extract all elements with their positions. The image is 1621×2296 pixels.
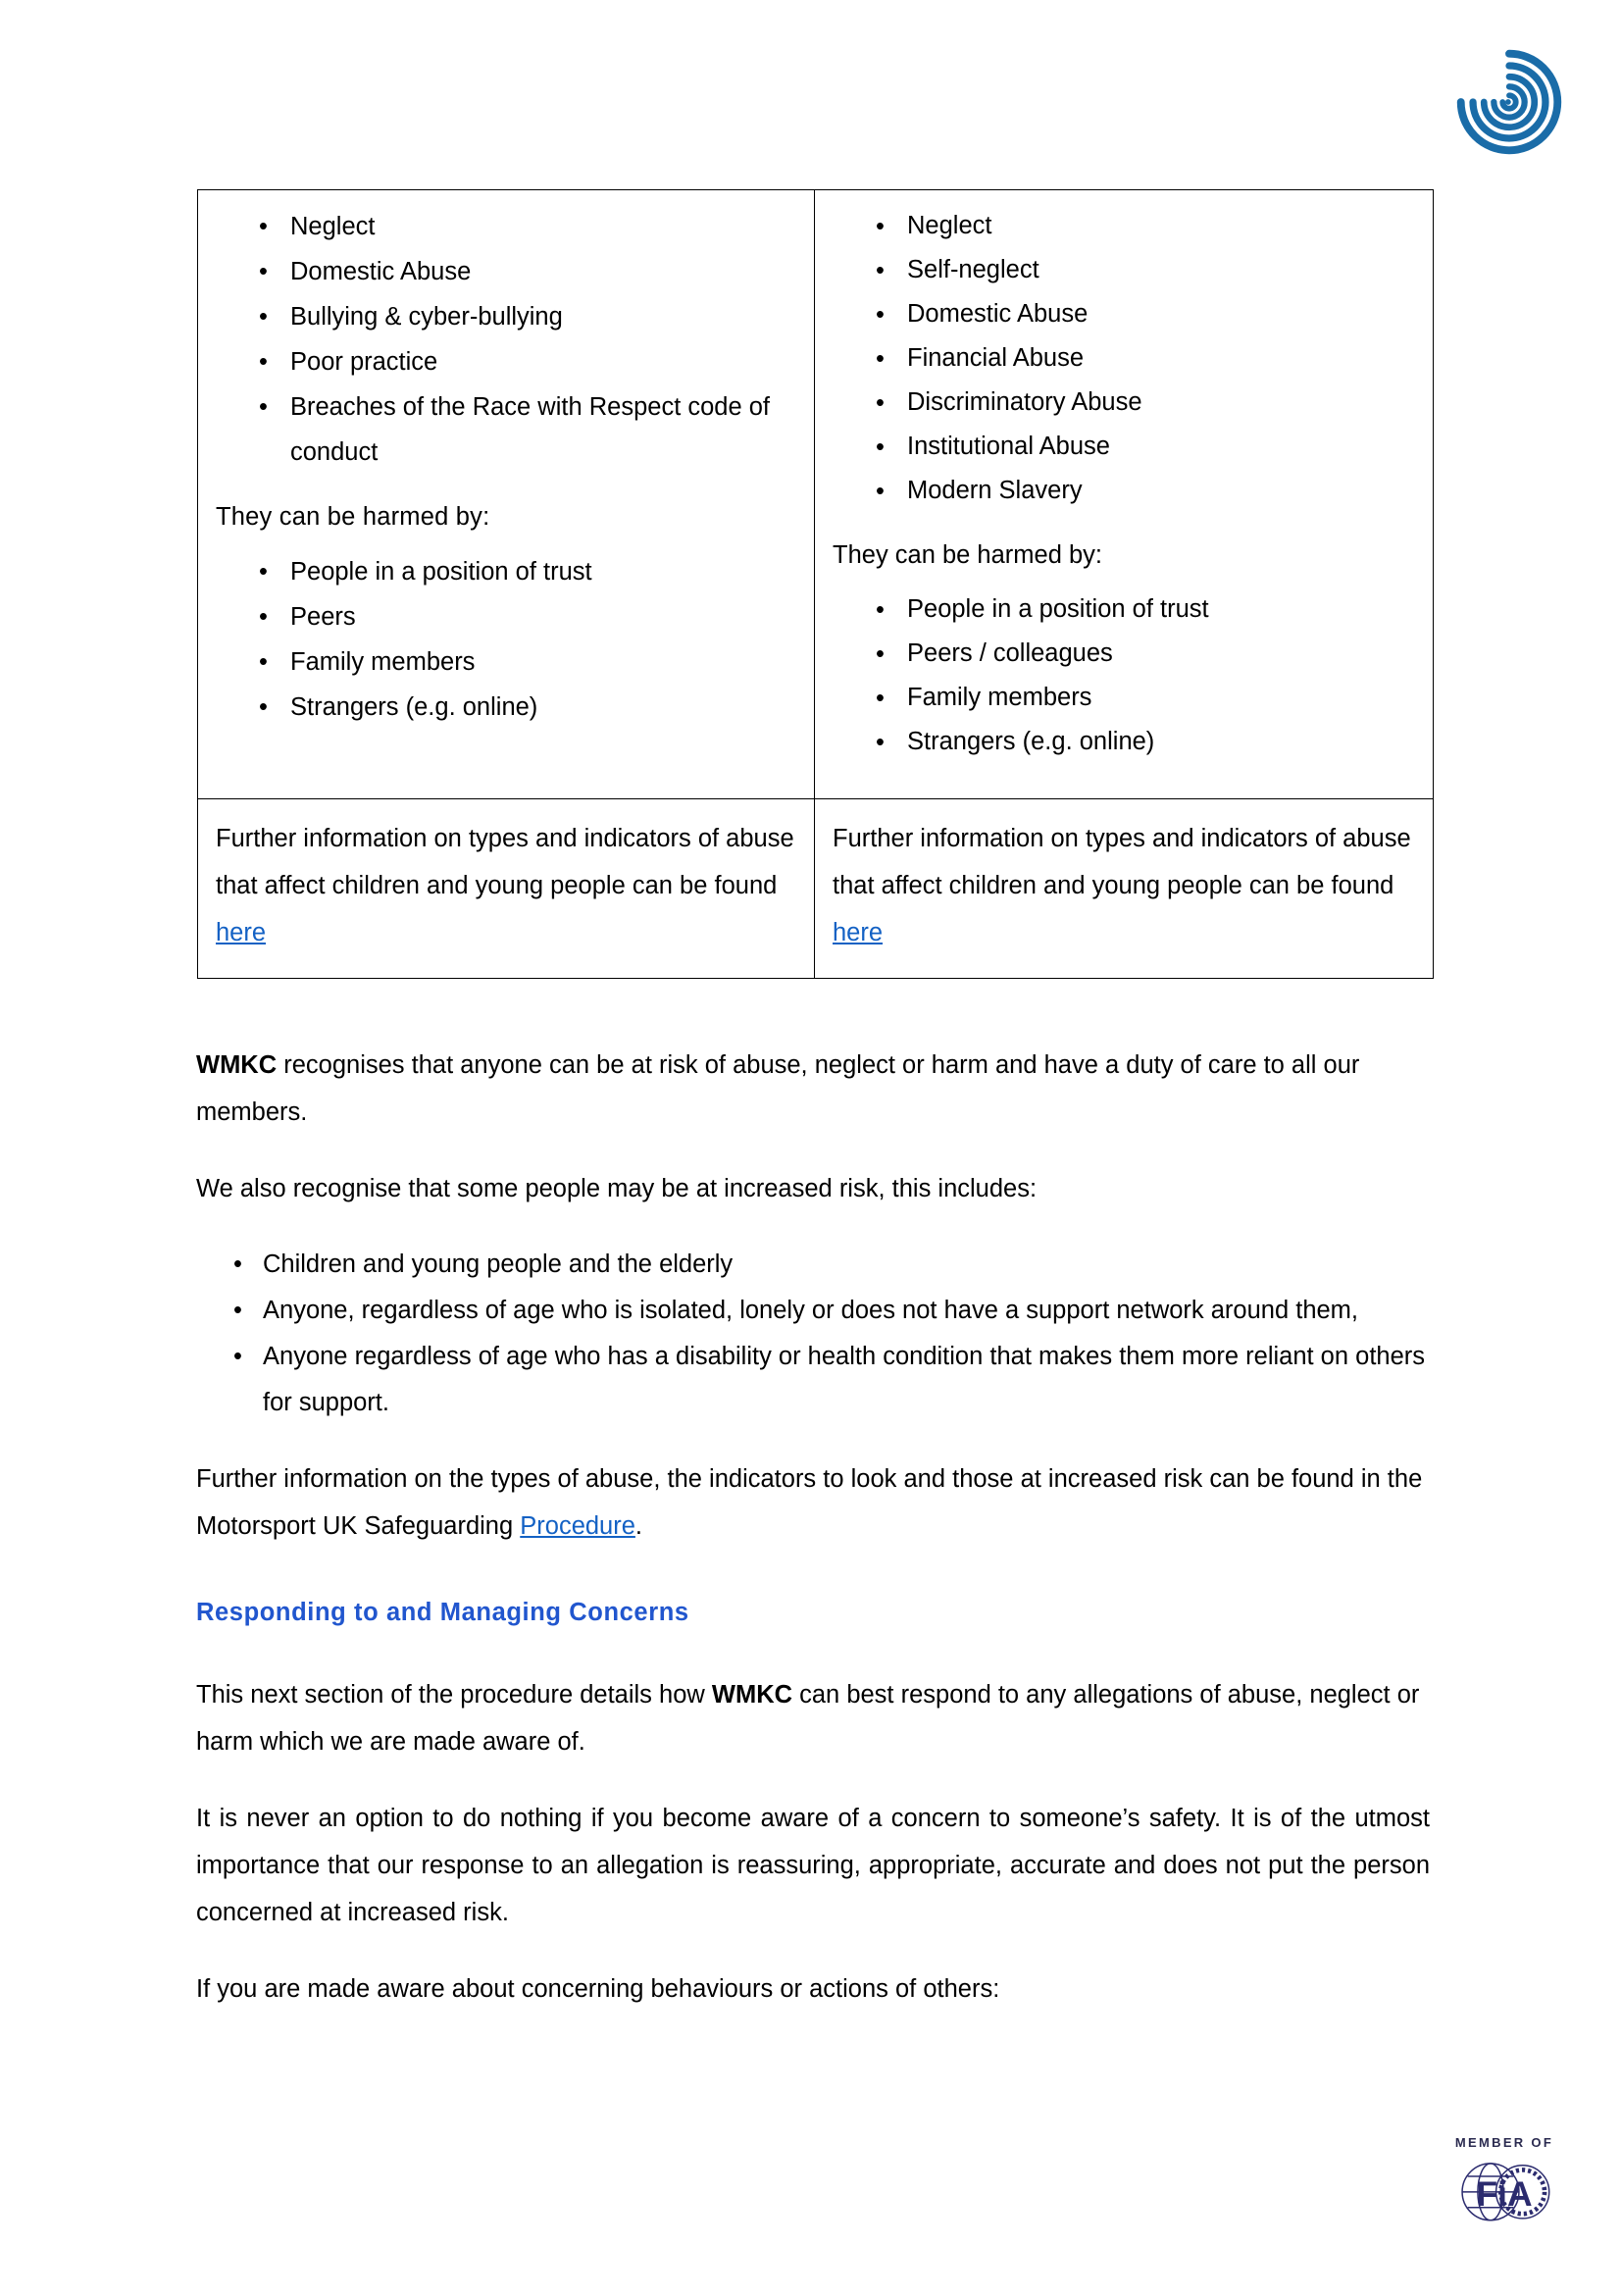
- further-info-right-sentence: Further information on types and indicators of abuse that affect children and young people can be found: [833, 825, 1411, 899]
- wmkc-spiral-logo-icon: [1454, 47, 1564, 157]
- list-item: • Bullying & cyber-bullying: [216, 294, 796, 339]
- right-harmed-by-lead: They can be harmed by:: [833, 541, 1102, 569]
- here-link-right[interactable]: here: [833, 919, 884, 946]
- paragraph-further-information-post: .: [634, 1512, 643, 1540]
- document-body: [196, 1042, 1430, 2013]
- fia-wordmark: FiA: [1476, 2173, 1533, 2214]
- paragraph-next-section-post: can best respond to any allegations of abuse, neglect or harm which we are made aware of.: [196, 1681, 1420, 1756]
- list-item: • Peers / colleagues: [833, 632, 1415, 676]
- right-abuse-type-list: [833, 204, 1415, 513]
- list-item: • People in a position of trust: [833, 587, 1415, 632]
- left-harmed-by-list: [216, 549, 796, 730]
- list-item: • Modern Slavery: [833, 469, 1415, 513]
- paragraph-further-information-pre: Further information on the types of abuse, the indicators to look and those at increased risk can be found in the Motorsport UK Safeguarding: [196, 1465, 1423, 1540]
- paragraph-never-an-option: It is never an option to do nothing if you become aware of a concern to someone’s safety. It is of the utmost importance that our response to an allegation is reassuring, appropriate, accurate and does not put the person concerned at increased risk.: [196, 1805, 1430, 1926]
- table-cell-children-types: [198, 190, 815, 799]
- table-cell-adults-types: [815, 190, 1434, 799]
- wmkc-bold-label: WMKC: [196, 1051, 278, 1079]
- list-item: • Domestic Abuse: [216, 249, 796, 294]
- list-item: • Anyone, regardless of age who is isolated, lonely or does not have a support network around them,: [196, 1288, 1430, 1334]
- list-item: • Institutional Abuse: [833, 425, 1415, 469]
- list-item: • Family members: [833, 676, 1415, 720]
- list-item: • Strangers (e.g. online): [833, 720, 1415, 764]
- table-cell-further-info-left: [198, 799, 815, 979]
- list-item: • Poor practice: [216, 339, 796, 384]
- list-item: • Financial Abuse: [833, 336, 1415, 381]
- list-item: • Anyone regardless of age who has a disability or health condition that makes them more reliant on others for support.: [196, 1334, 1430, 1426]
- here-link-left[interactable]: here: [216, 919, 267, 946]
- list-item: • Strangers (e.g. online): [216, 685, 796, 730]
- list-item: • Neglect: [216, 204, 796, 249]
- increased-risk-list: [196, 1242, 1430, 1426]
- left-abuse-type-list: [216, 204, 796, 475]
- further-info-left-sentence: Further information on types and indicators of abuse that affect children and young people can be found: [216, 825, 794, 899]
- procedure-link[interactable]: Procedure: [520, 1512, 635, 1540]
- list-item: • Breaches of the Race with Respect code of conduct: [216, 384, 796, 475]
- cell-spacer: [833, 764, 1415, 774]
- paragraph-next-section-pre: This next section of the procedure details how: [196, 1681, 712, 1709]
- fia-member-logo: [1446, 2135, 1562, 2245]
- list-item: • Neglect: [833, 204, 1415, 248]
- paragraph-further-information: [196, 1455, 1430, 1550]
- paragraph-increased-risk-intro: We also recognise that some people may be at increased risk, this includes:: [196, 1175, 1038, 1202]
- abuse-types-table: [197, 189, 1434, 979]
- right-harmed-by-list: [833, 587, 1415, 764]
- paragraph-if-made-aware: If you are made aware about concerning behaviours or actions of others:: [196, 1975, 1000, 2003]
- list-item: • Self-neglect: [833, 248, 1415, 292]
- left-harmed-by-lead: They can be harmed by:: [216, 503, 490, 531]
- further-info-right-text: [833, 815, 1415, 956]
- fia-globe-icon: [1449, 2152, 1559, 2228]
- list-item: • Children and young people and the elderly: [196, 1242, 1430, 1288]
- list-item: • People in a position of trust: [216, 549, 796, 594]
- further-info-left-text: [216, 815, 796, 956]
- paragraph-wmkc-duty-of-care: [196, 1042, 1430, 1136]
- paragraph-wmkc-duty-of-care-rest: recognises that anyone can be at risk of abuse, neglect or harm and have a duty of care to all our members.: [196, 1051, 1360, 1126]
- paragraph-next-section: [196, 1671, 1430, 1765]
- member-of-label: MEMBER OF: [1454, 2135, 1554, 2150]
- wmkc-bold-label-2: WMKC: [711, 1681, 793, 1709]
- section-heading-responding-managing-concerns: Responding to and Managing Concerns: [196, 1599, 689, 1626]
- table-row-further-info: [198, 799, 1434, 979]
- list-item: • Domestic Abuse: [833, 292, 1415, 336]
- table-row-lists: [198, 190, 1434, 799]
- list-item: • Discriminatory Abuse: [833, 381, 1415, 425]
- cell-spacer: [216, 730, 796, 781]
- table-cell-further-info-right: [815, 799, 1434, 979]
- list-item: • Family members: [216, 639, 796, 685]
- list-item: • Peers: [216, 594, 796, 639]
